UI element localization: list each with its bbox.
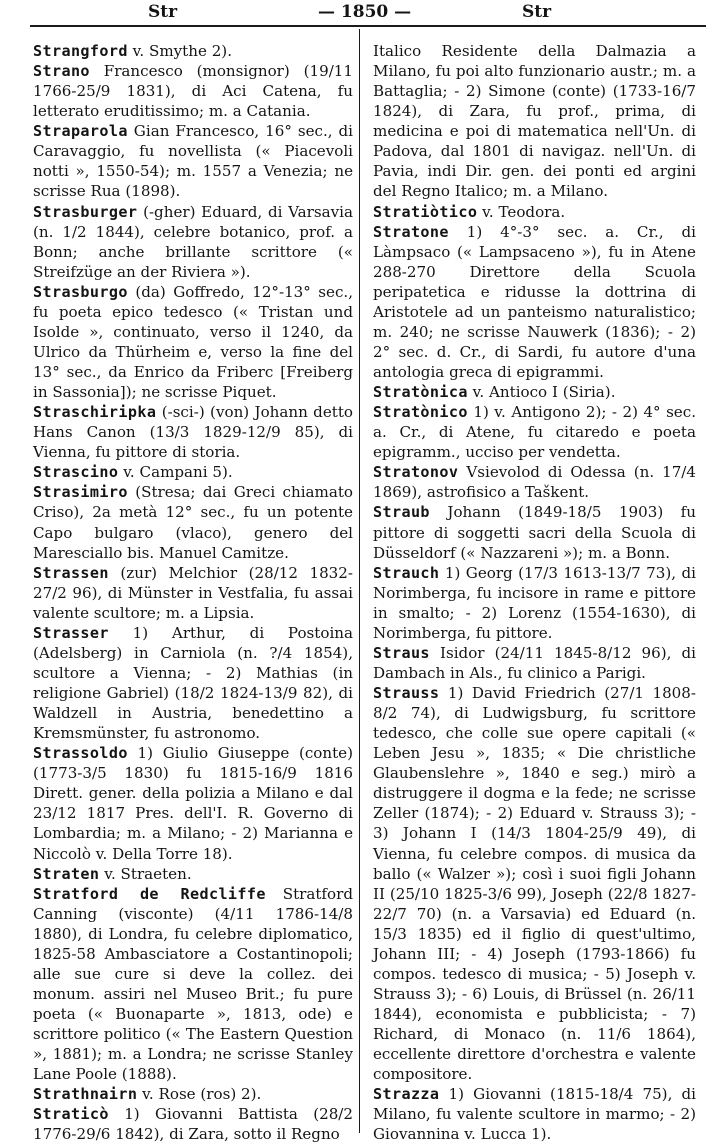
dictionary-entry xyxy=(373,202,696,222)
entry-text: 1) Georg (17/3 1613-13/7 73), di Norimberga, fu incisore in rame e pittore in smalto; - 2) Lorenz (1554-1630), di Norimberga, fu pittore. xyxy=(373,563,696,642)
dictionary-entry xyxy=(33,1104,353,1144)
left-column xyxy=(33,41,353,1144)
entry-text: v. Antioco I (Siria). xyxy=(467,383,616,402)
header-rule xyxy=(30,25,706,27)
entry-headword: Straub xyxy=(373,503,430,522)
entry-text: (-sci-) (von) Johann detto Hans Canon (13/3 1829-12/9 85), di Vienna, fu pittore di storia. xyxy=(33,403,353,462)
dictionary-entry xyxy=(33,282,353,402)
entry-headword: Stratone xyxy=(373,222,449,241)
entry-headword: Stratònico xyxy=(373,403,468,422)
entry-text: 1) Arthur, di Postoina (Adelsberg) in Carniola (n. ?/4 1854), scultore a Vienna; - 2) Mathias (in religione Gabriel) (18/2 1824-13/9 82), di Waldzell in Austria, benedettino a Kremsmünster, fu astronomo. xyxy=(33,623,353,743)
entry-headword: Strassoldo xyxy=(33,744,128,763)
entry-text: 1) David Friedrich (27/1 1808-8/2 74), di Ludwigsburg, fu scrittore tedesco, che colle sue opere capitali (« Leben Jesu », 1835; « Die christliche Glaubenslehre », 1840 e seg.) mirò a distruggere il dogma e la fede; ne scrisse Zeller (1874); - 2) Eduard v. Strauss 3); - 3) Johann I (14/3 1804-25/9 49), di Vienna, fu celebre compos. di musica da ballo (« Walzer »); così i suoi figli Johann II (25/10 1825-3/6 99), Joseph (22/8 1827-22/7 70) (n. a Varsavia) ed Eduard (n. 15/3 1835) ed il figlio di quest'ultimo, Johann III; - 4) Joseph (1793-1866) fu compos. tedesco di musica; - 5) Joseph v. Strauss 3); - 6) Louis, di Brüssel (n. 26/11 1844), economista e pubblicista; - 7) Richard, di Monaco (n. 11/6 1864), eccellente direttore d'orchestra e valente compositore. xyxy=(373,684,696,1084)
dictionary-entry xyxy=(373,563,696,643)
entry-text: v. Rose (ros) 2). xyxy=(137,1085,262,1104)
entry-headword: Strano xyxy=(33,62,90,81)
entry-headword: Strasburger xyxy=(33,202,138,221)
dictionary-entry xyxy=(373,382,696,402)
entry-text: 1) Giovanni (1815-18/4 75), di Milano, fu valente scultore in marmo; - 2) Giovannina v. Lucca 1). xyxy=(373,1085,696,1144)
dictionary-entry xyxy=(33,623,353,743)
entry-headword: Stratiòtico xyxy=(373,202,478,221)
dictionary-entry xyxy=(33,482,353,562)
entry-text: 1) v. Antigono 2); - 2) 4° sec. a. Cr., di Atene, fu citaredo e poeta epigramm., ucciso per vendetta. xyxy=(373,403,696,462)
entry-headword: Strauch xyxy=(373,563,440,582)
entry-text: 1) Giulio Giuseppe (conte) (1773-3/5 1830) fu 1815-16/9 1816 Dirett. gener. della polizia a Milano e dal 23/12 1817 Pres. dell'I. R. Governo di Lombardia; m. a Milano; - 2) Marianna e Niccolò v. Della Torre 18). xyxy=(33,744,353,863)
dictionary-entry xyxy=(373,502,696,562)
entry-text: v. Teodora. xyxy=(477,202,566,221)
dictionary-entry xyxy=(33,864,353,884)
entry-text: 1) Giovanni Battista (28/2 1776-29/6 1842), di Zara, sotto il Regno xyxy=(33,1105,353,1144)
dictionary-entry xyxy=(33,402,353,462)
page-header xyxy=(0,2,718,24)
entry-headword: Strascino xyxy=(33,463,119,482)
entry-headword: Strassen xyxy=(33,563,109,582)
entry-text: Johann (1849-18/5 1903) fu pittore di soggetti sacri della Scuola di Düsseldorf (« Nazzareni »); m. a Bonn. xyxy=(373,503,696,562)
dictionary-entry xyxy=(33,462,353,482)
entry-text: Italico Residente della Dalmazia a Milano, fu poi alto funzionario austr.; m. a Battaglia; - 2) Simone (conte) (1733-16/7 1824), di Zara, fu prof., prima, di medicina e poi di matematica nell'Un. di Padova, dal 1801 di navigaz. nell'Un. di Pavia, indi Dir. gen. dei ponti ed argini del Regno Italico; m. a Milano. xyxy=(373,42,696,201)
entry-text: Francesco (monsignor) (19/11 1766-25/9 1831), di Aci Catena, fu letterato eruditissimo; m. a Catania. xyxy=(33,62,353,121)
entry-headword: Straus xyxy=(373,643,430,662)
entry-headword: Strasimiro xyxy=(33,483,128,502)
header-left-guide-word: Str xyxy=(148,2,178,22)
entry-text: (da) Goffredo, 12°-13° sec., fu poeta epico tedesco (« Tristan und Isolde », continuato, verso il 1240, da Ulrico da Thürheim e, verso la fine del 13° sec., da Enrico da Friberc [Freiberg in Sassonia]); ne scrisse Piquet. xyxy=(33,282,353,402)
header-right-guide-word: Str xyxy=(522,2,552,22)
entry-headword: Strazza xyxy=(373,1085,440,1104)
entry-headword: Stratònica xyxy=(373,383,468,402)
dictionary-entry xyxy=(33,1084,353,1104)
entry-headword: Straten xyxy=(33,864,100,883)
column-divider xyxy=(359,29,360,1133)
entry-headword: Strathnairn xyxy=(33,1085,138,1104)
entry-text: v. Smythe 2). xyxy=(127,42,232,60)
entry-text: (-gher) Eduard, di Varsavia (n. 1/2 1844), celebre botanico, prof. a Bonn; anche brillante scrittore (« Streifzüge an der Riviera »). xyxy=(33,202,353,281)
entry-headword: Stratonov xyxy=(373,463,459,482)
entry-headword: Strasburgo xyxy=(33,282,128,301)
dictionary-entry xyxy=(373,1084,696,1144)
entry-headword: Strasser xyxy=(33,623,109,642)
entry-headword: Straparola xyxy=(33,122,128,141)
entry-headword: Strangford xyxy=(33,42,128,60)
entry-text: v. Campani 5). xyxy=(118,463,233,482)
entry-headword: Straticò xyxy=(33,1105,109,1124)
dictionary-entry xyxy=(33,121,353,201)
dictionary-entry xyxy=(373,222,696,383)
entry-headword: Straschiripka xyxy=(33,403,157,422)
dictionary-entry xyxy=(373,402,696,462)
right-column xyxy=(373,41,696,1144)
dictionary-entry xyxy=(33,41,353,61)
dictionary-entry xyxy=(373,41,696,202)
dictionary-entry xyxy=(373,683,696,1084)
dictionary-entry xyxy=(373,643,696,683)
entry-text: v. Straeten. xyxy=(99,864,192,883)
entry-text: 1) 4°-3° sec. a. Cr., di Làmpsaco (« Lampsaceno »), fu in Atene 288-270 Direttore della Scuola peripatetica e ridusse la dottrina di Aristotele ad un panteismo naturalistico; m. 240; ne scrisse Nauwerk (1836); - 2) 2° sec. d. Cr., di Sardi, fu autore d'una antologia greca di epigrammi. xyxy=(373,222,696,381)
dictionary-entry xyxy=(33,202,353,282)
entry-headword: Strauss xyxy=(373,684,440,702)
dictionary-entry xyxy=(33,743,353,863)
page-number: — 1850 — xyxy=(318,2,412,22)
entry-text: Vsievolod di Odessa (n. 17/4 1869), astrofisico a Taškent. xyxy=(373,463,696,502)
dictionary-entry xyxy=(33,884,353,1085)
dictionary-entry xyxy=(33,563,353,623)
entry-text: Isidor (24/11 1845-8/12 96), di Dambach in Als., fu clinico a Parigi. xyxy=(373,643,696,682)
entry-text: (zur) Melchior (28/12 1832-27/2 96), di Münster in Vestfalia, fu assai valente scultore; m. a Lipsia. xyxy=(33,563,353,622)
entry-headword: Stratford de Redcliffe xyxy=(33,884,266,903)
dictionary-entry xyxy=(33,61,353,121)
dictionary-entry xyxy=(373,462,696,502)
entry-text: Stratford Canning (visconte) (4/11 1786-14/8 1880), di Londra, fu celebre diplomatico, 1825-58 Ambasciatore a Costantinopoli; alle sue cure si deve la collez. dei monum. assiri nel Museo Brit.; fu pure poeta (« Buonaparte », 1813, ode) e scrittore politico (« The Eastern Question », 1881); m. a Londra; ne scrisse Stanley Lane Poole (1888). xyxy=(33,884,353,1084)
entry-text: Gian Francesco, 16° sec., di Caravaggio, fu novellista (« Piacevoli notti », 1550-54); m. 1557 a Venezia; ne scrisse Rua (1898). xyxy=(33,122,353,201)
entry-text: (Stresa; dai Greci chiamato Criso), 2a metà 12° sec., fu un potente Capo bulgaro (vlaco), genero del Maresciallo bis. Manuel Camitze. xyxy=(33,483,353,562)
